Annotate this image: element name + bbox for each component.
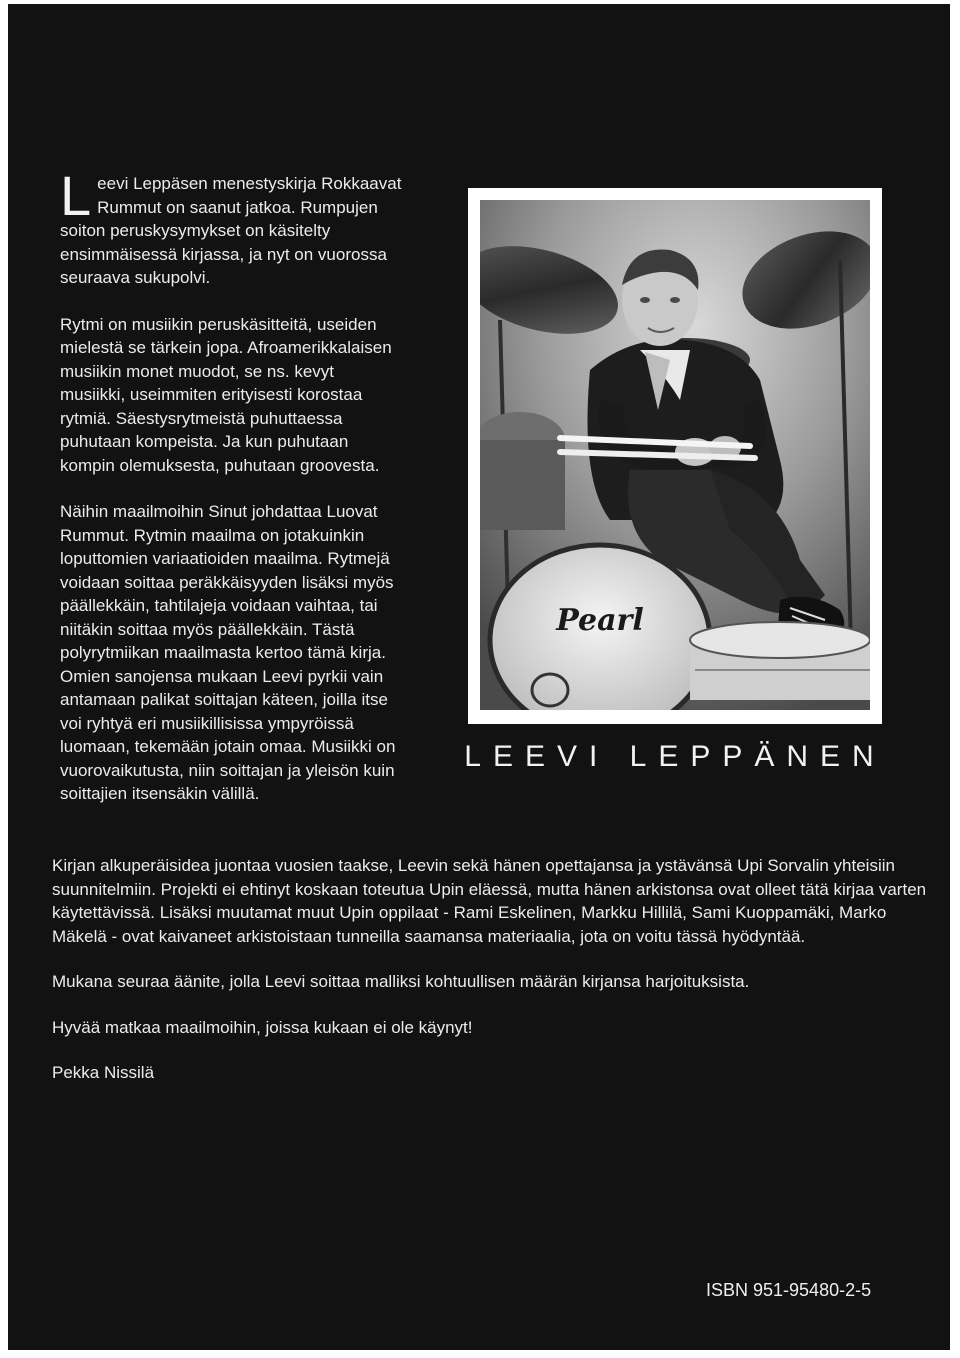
intro-paragraph-1-text: eevi Leppäsen menestyskirja Rokkaavat Rummut on saanut jatkoa. Rumpujen soiton peruskysymykset on käsitelty ensimmäisessä kirjassa, ja nyt on vuorossa seuraava sukupolvi. [60, 174, 402, 287]
intro-paragraph-1 [60, 164, 402, 290]
foreword-paragraph-2: Mukana seuraa äänite, jolla Leevi soittaa malliksi kohtuullisen määrän kirjansa harjoituksista. [52, 972, 750, 991]
author-name: LEEVI LEPPÄNEN [464, 740, 886, 773]
author-photo-frame [468, 188, 882, 724]
intro-paragraph-2: Rytmi on musiikin peruskäsitteitä, useiden mielestä se tärkein jopa. Afroamerikkalaisen musiikin monet muodot, se ns. kevyt musiikki, useimmiten erityisesti korostaa rytmiä. Säestysrytmeistä puhuttaessa puhutaan kompeista. Ja kun puhutaan kompin olemuksesta, puhutaan groovesta. [60, 314, 392, 475]
author-photo [480, 200, 870, 710]
intro-text-column [60, 164, 402, 829]
foreword-text [52, 854, 932, 1085]
drop-cap: L [60, 164, 92, 227]
drummer-photo-illustration [480, 200, 870, 710]
foreword-paragraph-1: Kirjan alkuperäisidea juontaa vuosien taakse, Leevin sekä hänen opettajansa ja ystävänsä Upi Sorvalin yhteisiin suunnitelmiin. Projekti ei ehtinyt koskaan toteutua Upin eläessä, mutta hänen arkistonsa ovat olleet tätä kirjaa varten käytettävissä. Lisäksi muutamat muut Upin oppilaat - Rami Eskelinen, Markku Hillilä, Sami Kuoppamäki, Marko Mäkelä - ovat kaivaneet arkistoistaan tunneilla saamansa materiaalia, jota on voitu tässä hyödyntää. [52, 856, 927, 946]
foreword-paragraph-3: Hyvää matkaa maailmoihin, joissa kukaan ei ole käynyt! [52, 1017, 473, 1037]
signature: Pekka Nissilä [52, 1063, 155, 1082]
isbn-number: ISBN 951-95480-2-5 [706, 1280, 872, 1300]
back-cover [8, 4, 950, 1350]
intro-paragraph-3: Näihin maailmoihin Sinut johdattaa Luovat Rummut. Rytmin maailma on jotakuinkin loputtomien variaatioiden maailma. Rytmejä voidaan soittaa peräkkäisyyden lisäksi myös päällekkäin, tahtilajeja voidaan vaihtaa, tai niitäkin soittaa myös päällekkäin. Tästä polyrytmiikan maailmasta kertoo tämä kirja. Omien sanojensa mukaan Leevi pyrkii vain antamaan palikat soittajan käteen, joilla itse voi ryhtyä eri musiikillisissa ympyröissä luomaan, tekemään jotain omaa. Musiikki on vuorovaikutusta, niin soittajan ja yleisön kuin soittajien itsensäkin välillä. [60, 502, 396, 803]
drum-brand-logo: Pearl [556, 603, 644, 638]
